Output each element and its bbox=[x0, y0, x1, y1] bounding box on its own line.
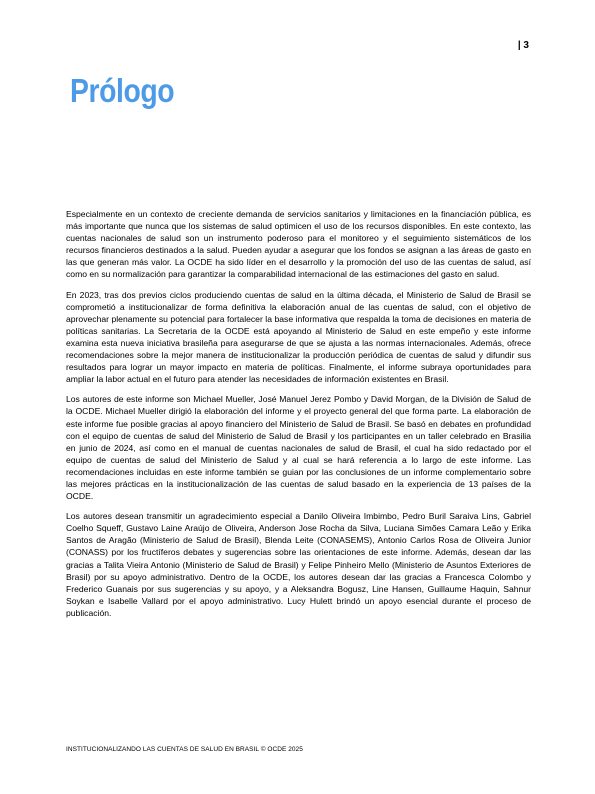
page-number: | 3 bbox=[517, 40, 529, 51]
paragraph-2: En 2023, tras dos previos ciclos produciendo cuentas de salud en la última década, el Ministerio de Salud de Brasil se comprometió a institucionalizar de forma definitiva la elaboración anual de las cuentas de salud, con el objetivo de aprovechar plenamente su potencial para fortalecer la base informativa que respalda la toma de decisiones en materia de políticas sanitarias. La Secretaria de la OCDE está apoyando al Ministerio de Salud en este empeño y este informe examina esta nueva iniciativa brasileña para asegurarse de que se ajusta a las normas internacionales. Además, ofrece recomendaciones sobre la mejor manera de institucionalizar la producción periódica de cuentas de salud y difundir sus resultados para lograr un mayor impacto en materia de políticas. Finalmente, el informe subraya oportunidades para ampliar la labor actual en el futuro para atender las necesidades de información existentes en Brasil. bbox=[66, 289, 531, 385]
paragraph-1: Especialmente en un contexto de creciente demanda de servicios sanitarios y limitaciones en la financiación pública, es más importante que nunca que los sistemas de salud optimicen el uso de los recursos disponibles. En este contexto, las cuentas nacionales de salud son un instrumento poderoso para el monitoreo y el seguimiento sistemáticos de los recursos financieros destinados a la salud. Pueden ayudar a asegurar que los fondos se asignan a las áreas de gasto en las que generan más valor. La OCDE ha sido líder en el desarrollo y la promoción del uso de las cuentas de salud, así como en su normalización para garantizar la comparabilidad internacional de las estimaciones del gasto en salud. bbox=[66, 209, 531, 280]
paragraph-4: Los autores desean transmitir un agradecimiento especial a Danilo Oliveira Imbimbo, Pedro Buril Saraiva Lins, Gabriel Coelho Squeff, Gustavo Laine Araújo de Oliveira, Anderson Jose Rocha da Silva, Luciana Simões Camara Leão y Erika Santos de Aragão (Ministerio de Salud de Brasil), Blenda Leite (CONASEMS), Antonio Carlos Rosa de Oliveira Junior (CONASS) por los fructíferos debates y sugerencias sobre las orientaciones de este informe. Además, desean dar las gracias a Talita Vieira Antonio (Ministerio de Salud de Brasil) y Felipe Pinheiro Mello (Ministerio de Asuntos Exteriores de Brasil) por su apoyo administrativo. Dentro de la OCDE, los autores desean dar las gracias a Francesca Colombo y Frederico Guanais por sus sugerencias y su apoyo, y a Aleksandra Bogusz, Line Hansen, Guillaume Haquin, Sahnur Soykan e Isabelle Vallard por el apoyo administrativo. Lucy Hulett brindó un apoyo esencial durante el proceso de publicación. bbox=[66, 511, 531, 618]
page-footer: INSTITUCIONALIZANDO LAS CUENTAS DE SALUD EN BRASIL © OCDE 2025 bbox=[66, 746, 303, 753]
paragraph-3: Los autores de este informe son Michael Mueller, José Manuel Jerez Pombo y David Morgan, de la División de Salud de la OCDE. Michael Mueller dirigió la elaboración del informe y el proyecto general del que forma parte. La elaboración de este informe fue posible gracias al apoyo financiero del Ministerio de Salud de Brasil. Se basó en debates en profundidad con el equipo de cuentas de salud del Ministerio de Salud de Brasil y los participantes en un taller celebrado en Brasilia en junio de 2024, así como en el manual de cuentas nacionales de salud de Brasil, el cual ha sido redactado por el equipo de cuentas de salud del Ministerio de Salud y al cual se hará referencia a lo largo de este informe. Las recomendaciones incluidas en este informe también se guian por las conclusiones de un informe complementario sobre las mejores prácticas en la institucionalización de las cuentas de salud basado en la experiencia de 13 países de la OCDE. bbox=[66, 394, 531, 502]
page-title: Prólogo bbox=[70, 72, 175, 109]
body-text bbox=[66, 208, 531, 627]
